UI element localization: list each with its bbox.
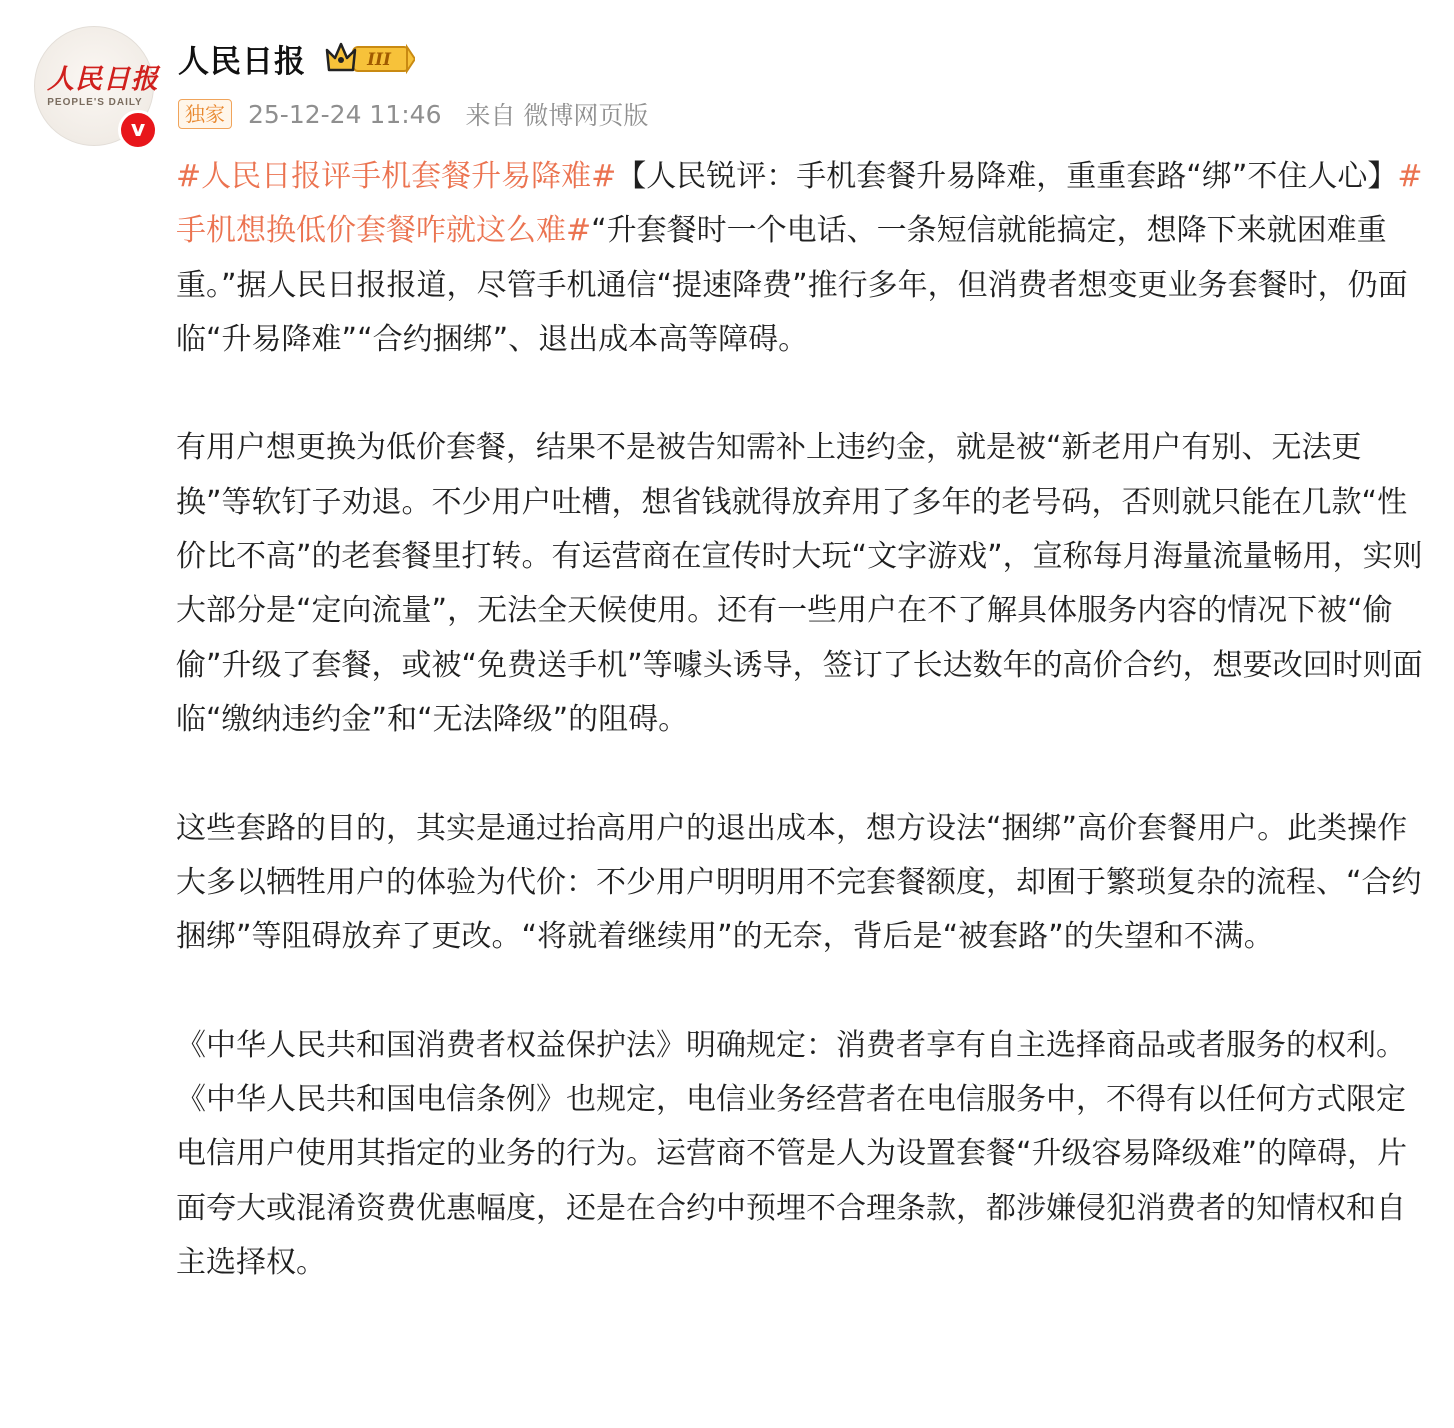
hashtag-link[interactable]: #手机想换低价套餐咋就这么难# xyxy=(176,159,1423,249)
paragraph-spacer xyxy=(176,747,1426,801)
post-body xyxy=(176,150,1426,1290)
avatar-logo-english: PEOPLE'S DAILY xyxy=(47,97,143,108)
paragraph-4: 《中华人民共和国消费者权益保护法》明确规定：消费者享有自主选择商品或者服务的权利。《中华人民共和国电信条例》也规定，电信业务经营者在电信服务中，不得有以任何方式限定电信用户使用其指定的业务的行为。运营商不管是人为设置套餐“升级容易降级难”的障碍，片面夸大或混淆资费优惠幅度，还是在合约中预埋不合理条款，都涉嫌侵犯消费者的知情权和自主选择权。 xyxy=(176,1027,1408,1280)
hashtag-link[interactable]: #人民日报评手机套餐升易降难# xyxy=(176,159,617,194)
paragraph-spacer xyxy=(176,367,1426,421)
avatar-logo-chinese: 人民日报 xyxy=(47,64,159,95)
paragraph-2: 有用户想更换为低价套餐，结果不是被告知需补上违约金，就是被“新老用户有别、无法更换”等软钉子劝退。不少用户吐槽，想省钱就得放弃用了多年的老号码，否则就只能在几款“性价比不高”的老套餐里打转。有运营商在宣传时大玩“文字游戏”，宣称每月海量流量畅用，实则大部分是“定向流量”，无法全天候使用。还有一些用户在不了解具体服务内容的情况下被“偷偷”升级了套餐，或被“免费送手机”等噱头诱导，签订了长达数年的高价合约，想要改回时则面临“缴纳违约金”和“无法降级”的阻碍。 xyxy=(176,430,1423,737)
paragraph-1 xyxy=(176,150,1426,367)
post-timestamp[interactable]: 25-12-24 11:46 xyxy=(248,99,442,129)
author-name[interactable]: 人民日报 xyxy=(178,44,306,80)
post-meta xyxy=(178,94,648,134)
post-source: 来自 微博网页版 xyxy=(465,101,649,130)
crown-badge-icon[interactable] xyxy=(323,38,415,78)
paragraph-spacer xyxy=(176,964,1426,1018)
paragraph-text: “升套餐时一个电话、一条短信就能搞定，想降下来就困难重重。”据人民日报报道，尽管手机通信“提速降费”推行多年，但消费者想变更业务套餐时，仍面临“升易降难”“合约捆绑”、退出成本高等障碍。 xyxy=(176,213,1408,357)
paragraph-3: 这些套路的目的，其实是通过抬高用户的退出成本，想方设法“捆绑”高价套餐用户。此类操作大多以牺牲用户的体验为代价：不少用户明明用不完套餐额度，却囿于繁琐复杂的流程、“合约捆绑”等阻碍放弃了更改。“将就着继续用”的无奈，背后是“被套路”的失望和不满。 xyxy=(176,810,1422,955)
verified-v-icon: v xyxy=(118,110,158,150)
paragraph-text: 【人民锐评：手机套餐升易降难，重重套路“绑”不住人心】 xyxy=(616,159,1398,194)
member-level-text: III xyxy=(367,50,391,70)
exclusive-tag: 独家 xyxy=(178,99,232,129)
